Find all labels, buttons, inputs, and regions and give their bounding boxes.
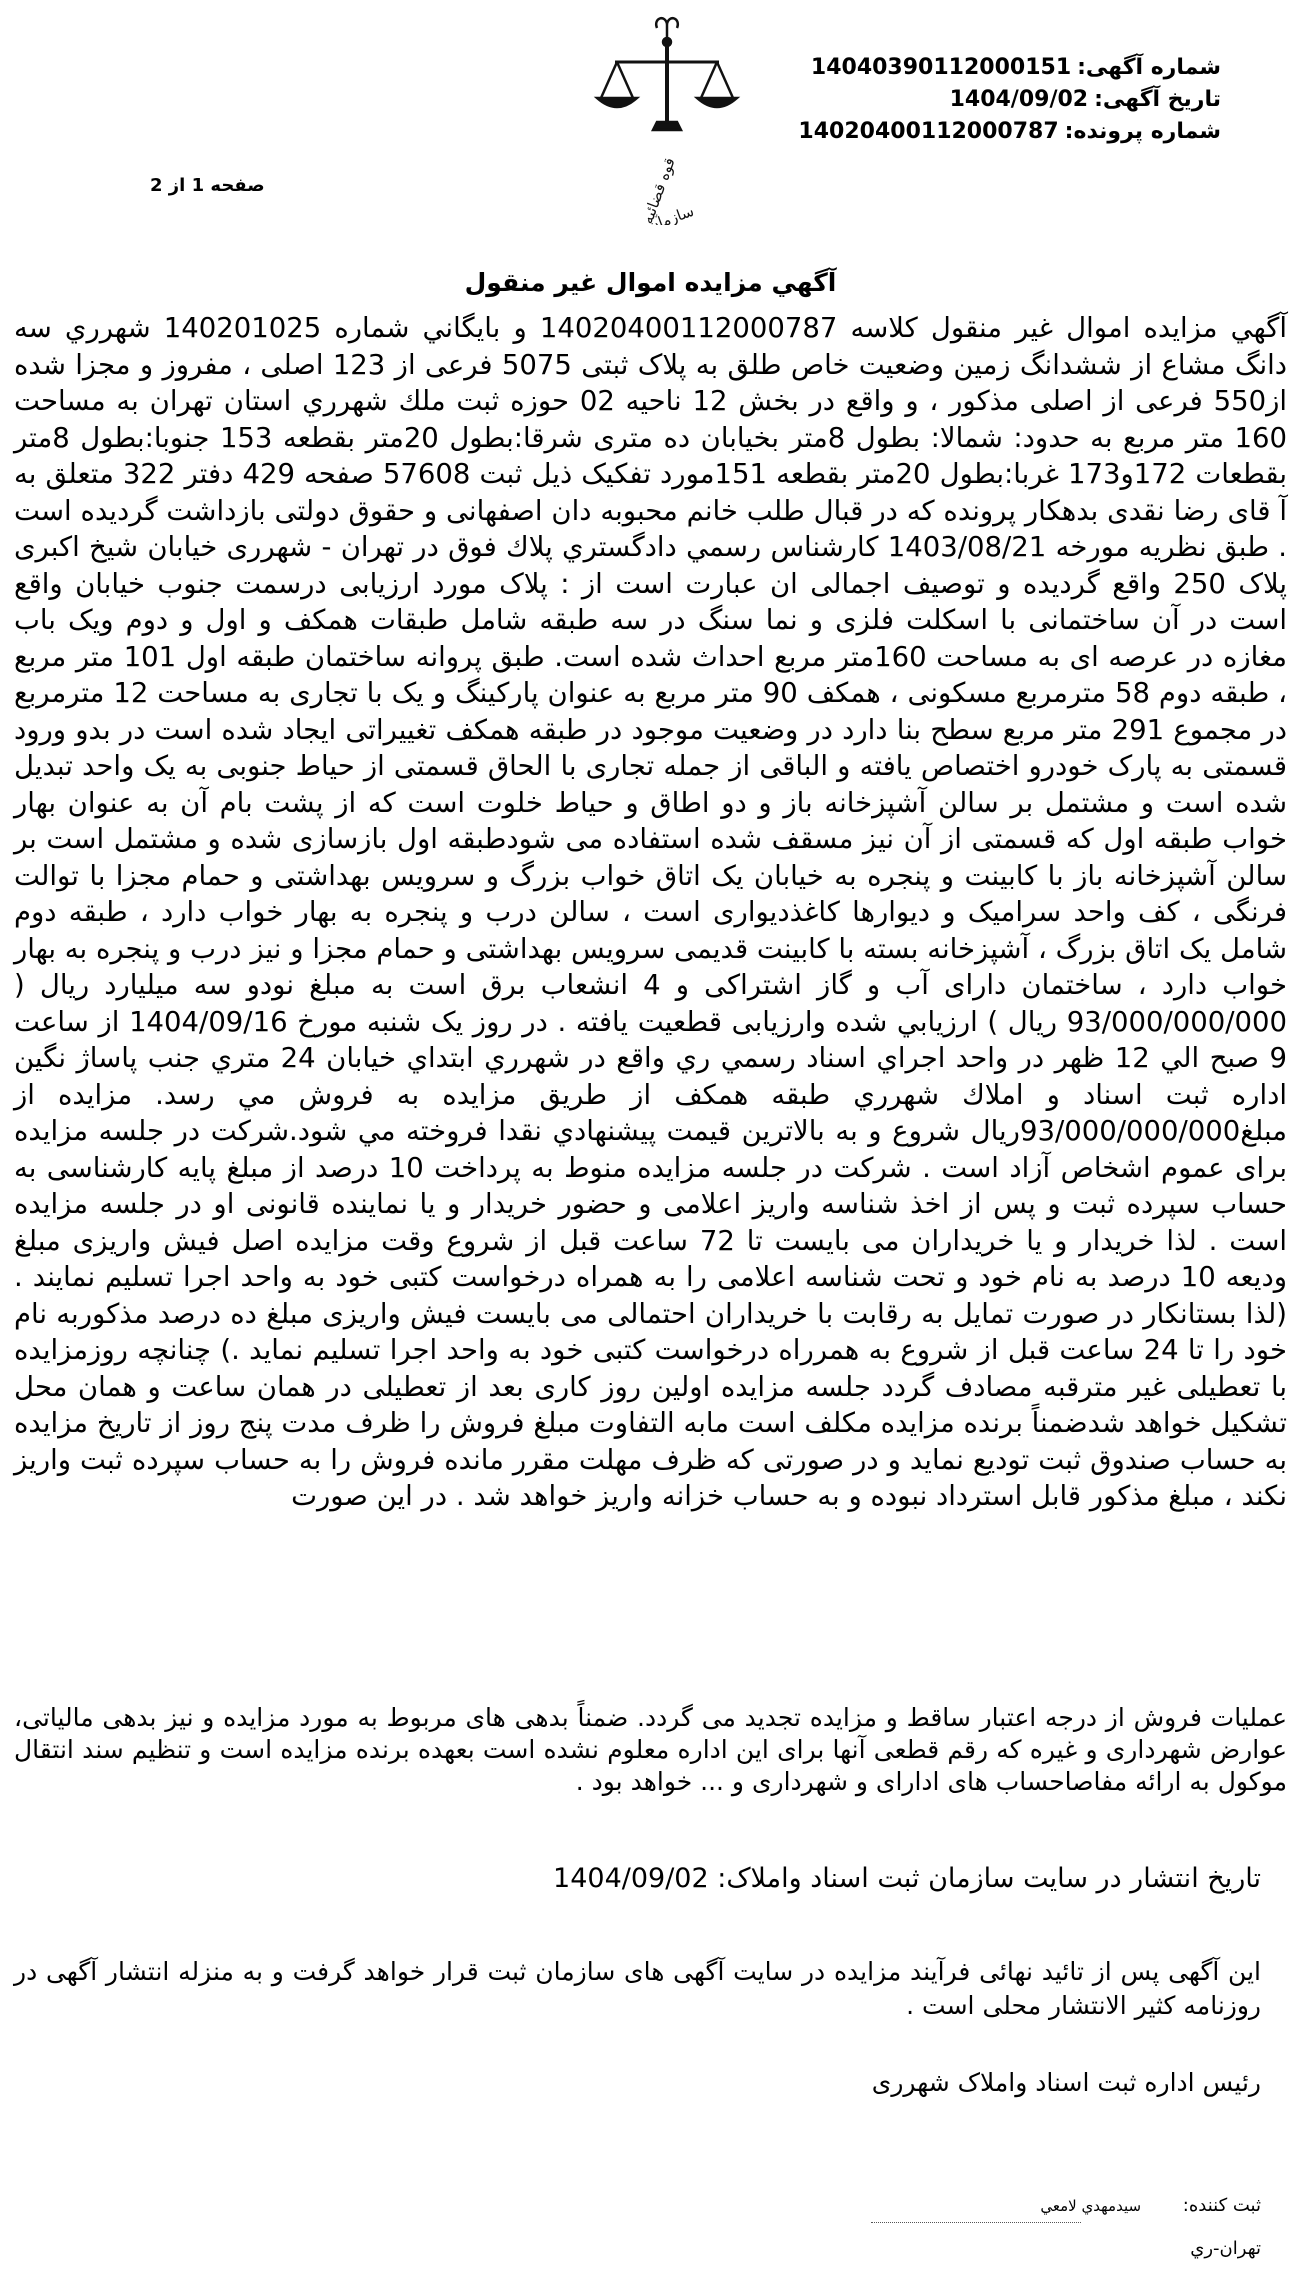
auction-continuation: عملیات فروش از درجه اعتبار ساقط و مزایده تجدید می گردد. ضمناً بدهی های مربوط به مورد مزایده و نیز بدهی مالیاتی، عوارض شهرداری و غیره که رقم قطعی آنها برای این اداره معلوم نشده است بعهده برنده مزایده است و تنظیم سند انتقال موکول به ارائه مفاصاحساب های ادارای و شهرداری و ... خواهد بود . [14, 1703, 1287, 1796]
emblem-caption: قوه قضائیه [638, 155, 679, 225]
signature: رئیس اداره ثبت اسناد واملاک شهرری [871, 2068, 1261, 2097]
page-indicator: صفحه 1 از 2 [150, 175, 265, 196]
ad-number-row [798, 52, 1221, 84]
file-number-row [798, 116, 1221, 148]
scales-of-justice-icon [575, 10, 760, 225]
ad-meta [798, 52, 1221, 148]
registrar-underline [871, 2222, 1081, 2223]
registrar-name: سیدمهدي لامعي [1040, 2197, 1142, 2215]
publication-notice: این آگهی پس از تائید نهائی فرآیند مزایده در سایت آگهی های سازمان ثبت قرار خواهد گرفت و به منزله انتشار آگهی در روزنامه کثیر الانتشار محلی است . [14, 1957, 1261, 2020]
auction-body [14, 310, 1287, 1515]
ad-number: 14040390112000151 [810, 55, 1072, 80]
publication-line [553, 1863, 1261, 1894]
publication-date: 1404/09/02 [553, 1863, 709, 1894]
registrar-line [1040, 2195, 1261, 2216]
file-number-label: شماره پرونده: [1064, 119, 1221, 144]
registrar-label: ثبت کننده: [1182, 2195, 1261, 2216]
document-title: آگهي مزايده اموال غير منقول [464, 268, 837, 297]
auction-description: آگهي مزايده اموال غير منقول كلاسه 14020400112000787 و بايگاني شماره 140201025 شهرري سه دانگ مشاع از ششدانگ زمین وضعیت خاص طلق به پلاک ثبتی 5075 فرعی از 123 اصلی ، مفروز و مجزا شده از550 فرعی از اصلی مذکور ، و واقع در بخش 12 ناحيه 02 حوزه ثبت ملك شهرري استان تهران به مساحت 160 متر مربع به حدود: شمالا: بطول 8متر بخیابان ده متری شرقا:بطول 20متر بقطعه 153 جنوبا:بطول 8متر بقطعات 172و173 غربا:بطول 20متر بقطعه 151مورد تفکیک ذیل ثبت 57608 صفحه 429 دفتر 322 متعلق به آ قای رضا نقدی بدهکار پرونده که در قبال طلب خانم محبوبه دان اصفهانی و حقوق دولتی بازداشت گردیده است . طبق نظريه مورخه 1403/08/21 کارشناس رسمي دادگستري پلاك فوق در تهران - شهرری خیابان شیخ اکبری پلاک 250 واقع گردیده و توصیف اجمالی ان عبارت است از : پلاک مورد ارزیابی درسمت جنوب خیابان واقع است در آن ساختمانی با اسکلت فلزی و نما سنگ در سه طبقه شامل طبقات همکف و اول و دوم ویک باب مغازه در عرصه ای به مساحت 160متر مربع احداث شده است. طبق پروانه ساختمان طبقه اول 101 متر مربع ، طبقه دوم 58 مترمربع مسکونی ، همکف 90 متر مربع به عنوان پارکینگ و یک با تجاری به مساحت 12 مترمربع در مجموع 291 متر مربع سطح بنا دارد در وضعیت موجود در طبقه همکف تغییراتی ایجاد شده است در بدو ورود قسمتی به پارک خودرو اختصاص یافته و الباقی از جمله تجاری با الحاق قسمتی از حیاط جنوبی به یک واحد تبدیل شده است و مشتمل بر سالن آشپزخانه باز و دو اطاق و حیاط خلوت است که از پشت بام آن به عنوان بهار خواب طبقه اول که قسمتی از آن نیز مسقف شده استفاده می شودطبقه اول بازسازی شده و مشتمل است بر سالن آشپزخانه باز با کابینت و پنجره به خیابان یک اتاق خواب بزرگ و سرویس بهداشتی و حمام مجزا با توالت فرنگی ، کف واحد سرامیک و دیوارها کاغذدیواری است ، سالن درب و پنجره به بهار خواب دارد ، طبقه دوم شامل یک اتاق بزرگ ، آشپزخانه بسته با کابینت قدیمی سرویس بهداشتی و حمام مجزا و نیز درب و پنجره به بهار خواب دارد ، ساختمان دارای آب و گاز اشتراکی و 4 انشعاب برق است به مبلغ نودو سه میلیارد ريال ( 93/000/000/000 ريال ) ارزيابي شده وارزيابی قطعیت یافته . در روز یک شنبه مورخ 1404/09/16 از ساعت 9 صبح الي 12 ظهر در واحد اجراي اسناد رسمي ري واقع در شهرري ابتداي خيابان 24 متري جنب پاساژ نگين اداره ثبت اسناد و املاك شهرري طبقه همكف از طریق مزایده به فروش مي رسد. مزايده از مبلغ93/000/000/000ريال شروع و به بالاترين قيمت پيشنهادي نقدا فروخته مي شود.شرکت در جلسه مزایده برای عموم اشخاص آزاد است . شرکت در جلسه مزایده منوط به پرداخت 10 درصد از مبلغ پایه کارشناسی به حساب سپرده ثبت و پس از اخذ شناسه واریز اعلامی و حضور خریدار و یا نماینده قانونی او در جلسه مزایده است . لذا خریدار و یا خریداران می بایست تا 72 ساعت قبل از شروع وقت مزایده اصل فیش واریزی مبلغ ودیعه 10 درصد به نام خود و تحت شناسه اعلامی را به همراه درخواست کتبی خود به واحد اجرا تسلیم نمایند .(لذا بستانکار در صورت تمایل به رقابت با خریداران احتمالی می بایست فیش واریزی مبلغ ده درصد مذکوربه نام خود را تا 24 ساعت قبل از شروع به همرراه درخواست کتبی خود به واحد اجرا تسلیم نماید .) چنانچه روزمزایده با تعطیلی غیر مترقبه مصادف گردد جلسه مزایده اولین روز کاری بعد از تعطیلی در همان ساعت و همان محل تشکیل خواهد شدضمناً برنده مزایده مکلف است مابه التفاوت مبلغ فروش را ظرف مدت پنج روز از تاریخ مزایده به حساب صندوق ثبت تودیع نماید و در صورتی که ظرف مهلت مقرر مانده فروش را به حساب سپرده ثبت واریز نکند ، مبلغ مذکور قابل استرداد نبوده و به حساب خزانه واریز خواهد شد . در این صورت [14, 312, 1288, 1512]
city-label: تهران-ري [1190, 2238, 1261, 2259]
ad-number-label: شماره آگهی: [1077, 55, 1221, 80]
ad-date-label: تاریخ آگهی: [1094, 87, 1221, 112]
svg-text:سازمان ثبت اسناد و املاک کشور [575, 202, 696, 225]
file-number: 14020400112000787 [798, 119, 1059, 144]
ad-date-row [798, 84, 1221, 116]
judiciary-emblem [575, 10, 760, 225]
ad-date: 1404/09/02 [949, 87, 1089, 112]
publication-label: تاریخ انتشار در سایت سازمان ثبت اسناد واملاک: [717, 1863, 1261, 1894]
